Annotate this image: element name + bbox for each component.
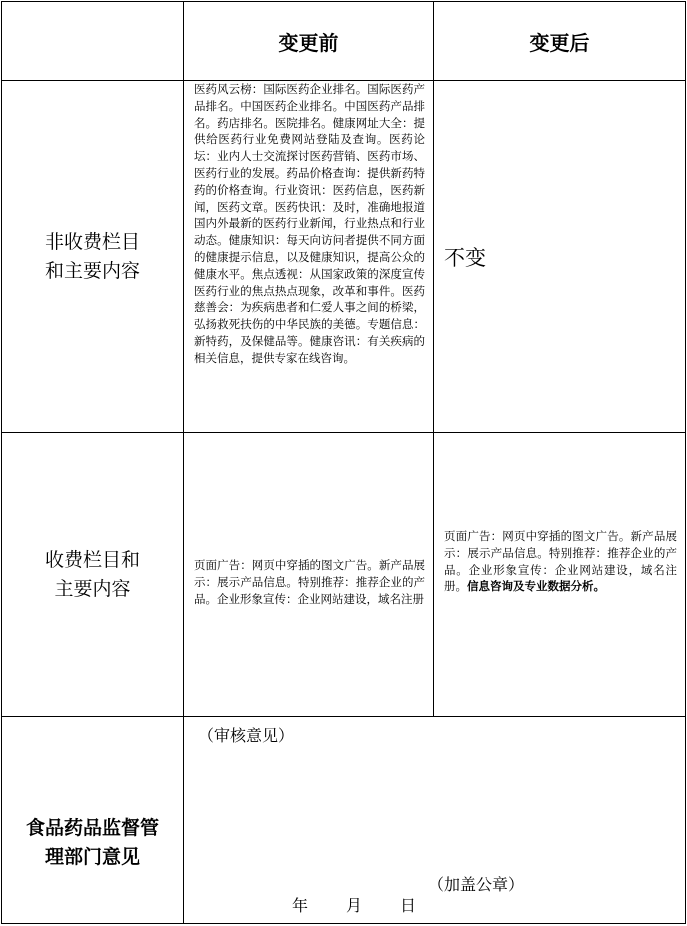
review-label: [2, 717, 184, 924]
paid-content-before: [184, 433, 434, 717]
date-line: [292, 893, 416, 916]
header-empty-cell: [2, 2, 184, 81]
paid-after-bold-text: 信息咨询及专业数据分析。: [467, 579, 605, 594]
header-before: 变更前: [184, 2, 434, 81]
paid-label-line2: 主要内容: [54, 577, 131, 600]
header-row: [2, 2, 686, 81]
review-row: [2, 717, 686, 924]
date-month: 月: [346, 896, 363, 915]
free-content-row: [2, 81, 686, 433]
paid-after-text: 页面广告：网页中穿插的图文广告。新产品展示：展示产品信息。特别推荐：推荐企业的产品。企业形象宣传：企业网站建设，域名注册。: [444, 528, 677, 594]
paid-content-row: [2, 433, 686, 717]
free-content-after: 不变: [434, 81, 686, 433]
change-form-table: [1, 1, 686, 924]
free-content-before: 医药风云榜：国际医药企业排名。国际医药产品排名。中国医药企业排名。中国医药产品排名。药店排名。医院排名。健康网址大全：提供给医药行业免费网站登陆及查询。医药论坛：业内人士交流探讨医药营销、医药市场、医药行业的发展。药品价格查询：提供新药特药的价格查询。行业资讯：医药信息，医药新闻，医药文章。医药快讯：及时，准确地报道国内外最新的医药行业新闻，行业热点和行业动态。健康知识：每天向访问者提供不同方面的健康提示信息，以及健康知识，提高公众的健康水平。焦点透视：从国家政策的深度宣传医药行业的焦点热点现象，改革和事件。医药慈善会：为疾病患者和仁爱人事之间的桥梁，弘扬救死扶伤的中华民族的美德。专题信息：新特药，及保健品等。健康咨讯：有关疾病的相关信息，提供专家在线咨询。: [184, 81, 434, 433]
date-year: 年: [292, 896, 309, 915]
review-opinion-cell: [184, 717, 686, 924]
seal-label: （加盖公章）: [428, 875, 525, 894]
opinion-label: （审核意见）: [198, 726, 295, 745]
header-after: 变更后: [434, 2, 686, 81]
paid-label-line1: 收费栏目和: [44, 548, 140, 571]
free-label-line1: 非收费栏目: [44, 230, 140, 253]
paid-content-label: [2, 433, 184, 717]
paid-before-text: 页面广告：网页中穿插的图文广告。新产品展示：展示产品信息。特别推荐：推荐企业的产品。企业形象宣传：企业网站建设，域名注册: [194, 558, 425, 606]
paid-content-after: [434, 433, 686, 717]
date-day: 日: [400, 896, 417, 915]
free-label-line2: 和主要内容: [44, 259, 140, 282]
review-label-line1: 食品药品监督管: [25, 817, 159, 839]
free-content-label: [2, 81, 184, 433]
review-label-line2: 理部门意见: [44, 846, 140, 868]
